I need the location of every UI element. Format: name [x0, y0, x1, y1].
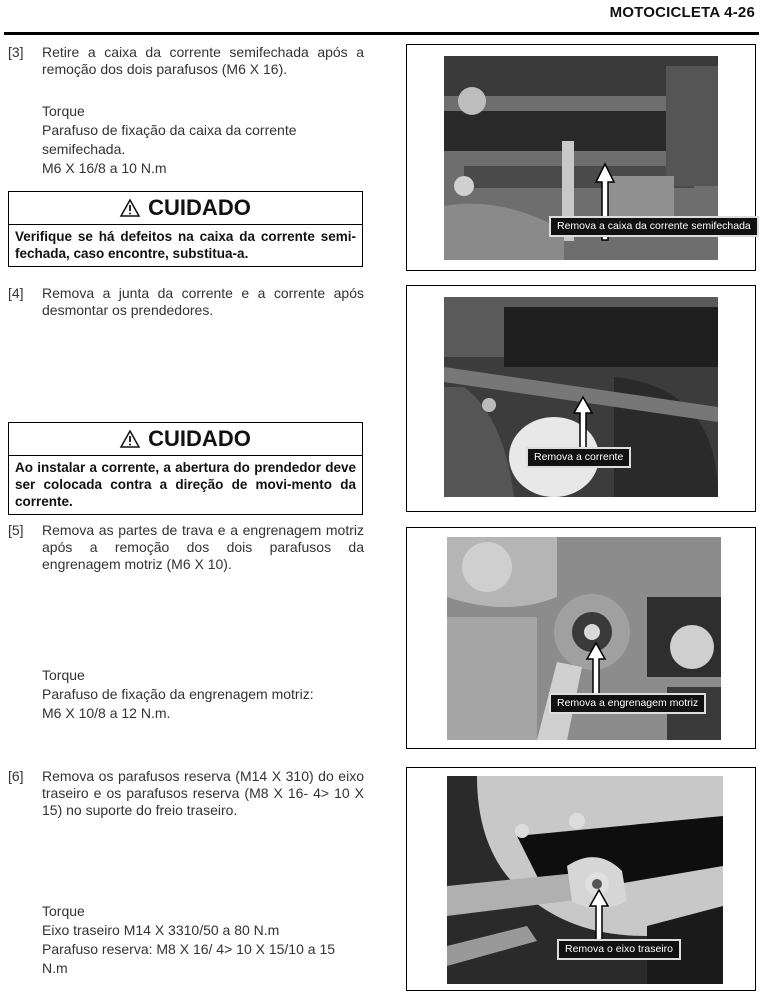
photo-callout: Remova a engrenagem motriz: [549, 693, 706, 714]
page-header: MOTOCICLETA 4-26: [609, 4, 755, 21]
step-text: Remova a junta da corrente e a corrente após desmontar os prendedores.: [42, 285, 364, 318]
photo-callout: Remova o eixo traseiro: [557, 939, 681, 960]
step-text: Remova os parafusos reserva (M14 X 310) do eixo traseiro e os parafusos reserva (M8 X 16- 4> 10 X 15) no suporte do freio traseiro.: [42, 768, 364, 818]
caution-body: Verifique se há defeitos na caixa da corrente semi-fechada, caso encontre, substitua-a.: [15, 229, 356, 261]
photo-frame-3: [406, 527, 756, 749]
step-number: [5]: [8, 522, 24, 538]
torque-desc: Parafuso de fixação da caixa da corrente semifechada.: [42, 122, 297, 157]
photo-sprocket: [447, 537, 721, 740]
caution-title-row: [9, 192, 362, 225]
photo-frame-2: [406, 285, 756, 512]
step-3: [8, 44, 364, 78]
caution-body: Ao instalar a corrente, a abertura do prendedor deve ser colocada contra a direção de movi-mento da corrente.: [15, 460, 356, 509]
torque-block-2: [42, 666, 362, 723]
caution-box-2: [8, 422, 363, 515]
warning-icon: [120, 199, 140, 217]
torque-label: Torque: [42, 103, 85, 119]
torque-desc: Eixo traseiro M14 X 3310/50 a 80 N.m: [42, 922, 280, 938]
step-text: Remova as partes de trava e a engrenagem motriz após a remoção dos dois parafusos da engrenagem motriz (M6 X 10).: [42, 522, 364, 572]
torque-label: Torque: [42, 903, 85, 919]
photo-rear-axle: [447, 776, 723, 984]
step-5: [8, 522, 364, 573]
photo-frame-1: [406, 44, 756, 271]
step-number: [3]: [8, 44, 24, 60]
caution-title: CUIDADO: [148, 426, 251, 451]
torque-block-1: [42, 102, 362, 178]
photo-chain-case: [444, 56, 751, 260]
photo-chain: [444, 297, 718, 497]
torque-block-3: [42, 902, 362, 978]
step-4: [8, 285, 364, 319]
photo-callout: Remova a caixa da corrente semifechada: [549, 216, 759, 237]
caution-title: CUIDADO: [148, 195, 251, 220]
caution-box-1: [8, 191, 363, 267]
torque-value: M6 X 10/8 a 12 N.m.: [42, 705, 171, 721]
torque-label: Torque: [42, 667, 85, 683]
photo-frame-4: [406, 767, 756, 991]
caution-title-row: [9, 423, 362, 456]
torque-value: Parafuso reserva: M8 X 16/ 4> 10 X 15/10 a 15 N.m: [42, 941, 336, 976]
torque-desc: Parafuso de fixação da engrenagem motriz:: [42, 686, 314, 702]
arrow-up-icon: [585, 641, 607, 701]
step-text: Retire a caixa da corrente semifechada após a remoção dos dois parafusos (M6 X 16).: [42, 44, 364, 77]
arrow-up-icon: [572, 395, 594, 455]
header-rule: [4, 32, 759, 35]
step-number: [4]: [8, 285, 24, 301]
warning-icon: [120, 430, 140, 448]
photo-callout: Remova a corrente: [526, 447, 631, 468]
step-6: [8, 768, 364, 819]
torque-value: M6 X 16/8 a 10 N.m: [42, 160, 167, 176]
step-number: [6]: [8, 768, 24, 784]
